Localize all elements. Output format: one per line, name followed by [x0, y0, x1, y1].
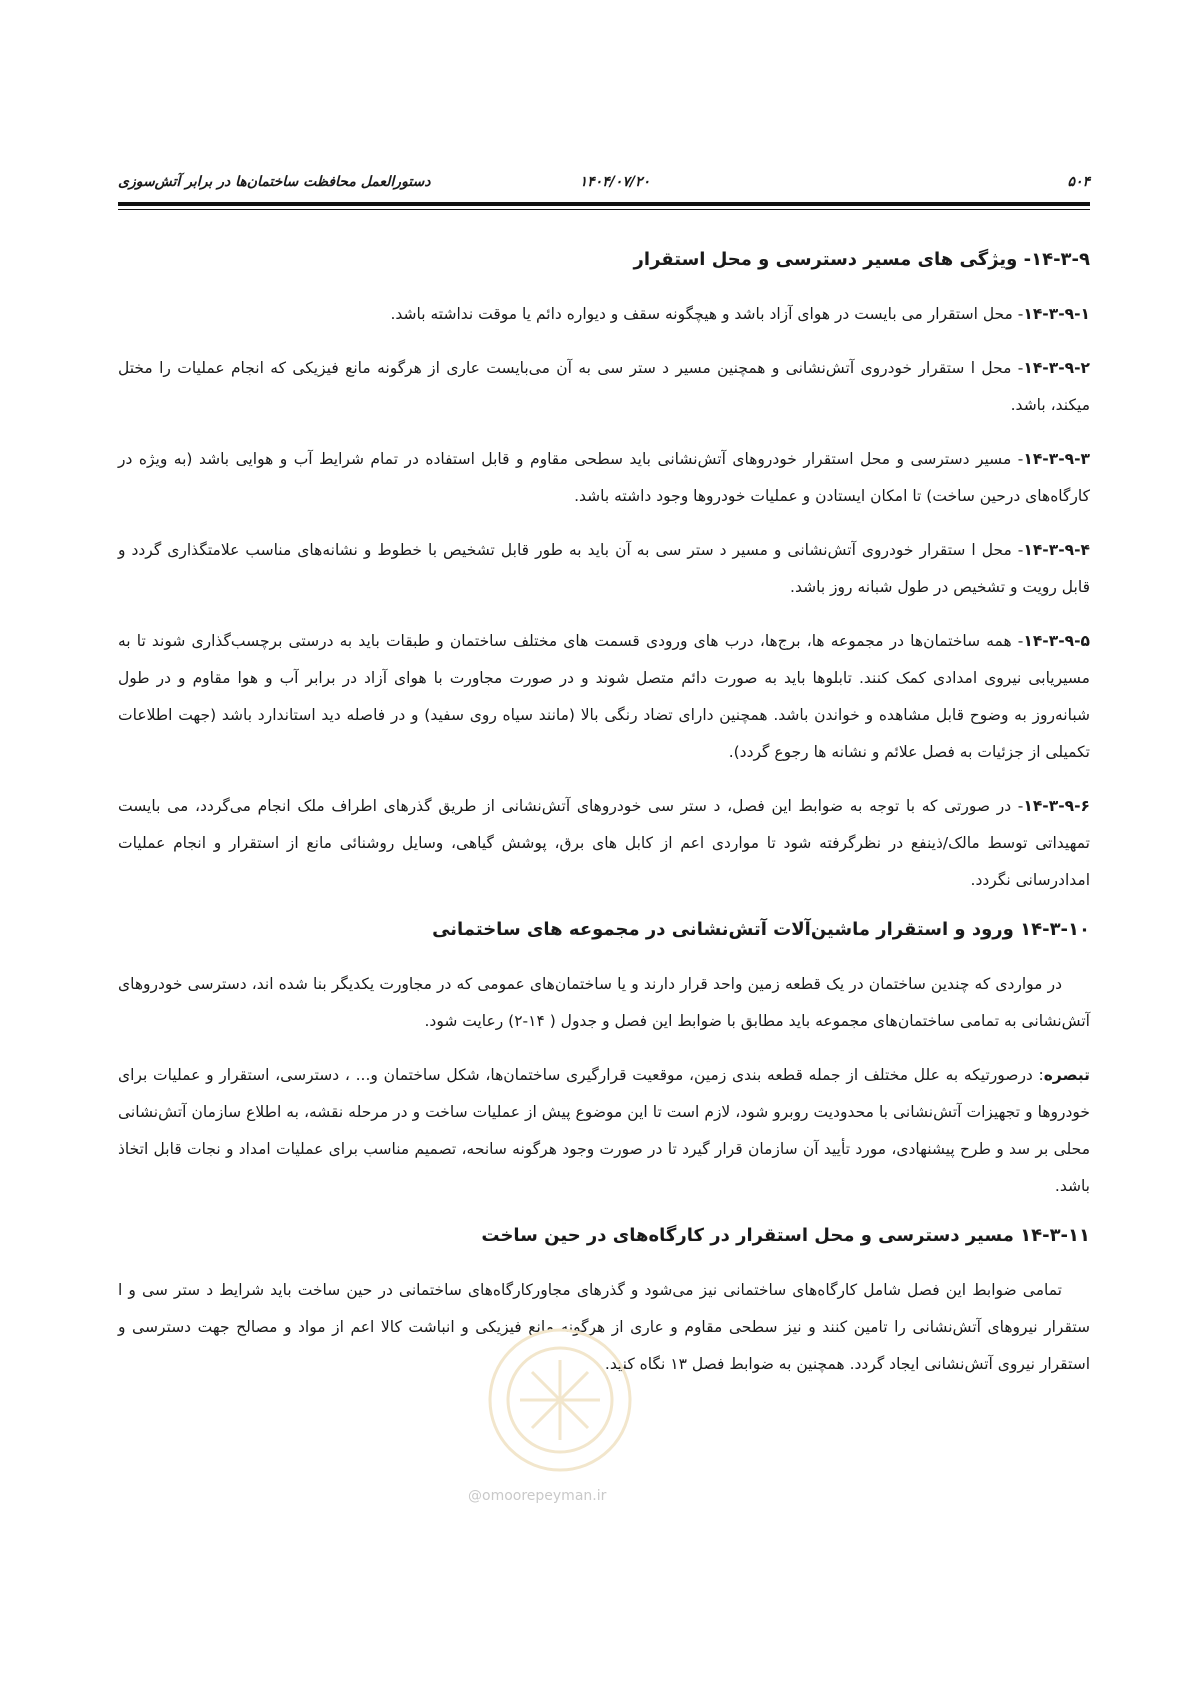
paragraph	[118, 350, 1090, 424]
paragraph-text: - مسیر دسترسی و محل استقرار خودروهای آتش‌نشانی باید سطحی مقاوم و قابل استفاده در تمام شرایط آب و هوایی باشد (به ویژه در کارگاه‌های درحین ساخت) تا امکان ایستادن و عملیات خودروها وجود داشته باشد.	[118, 450, 1090, 505]
note-label: تبصره	[1043, 1066, 1090, 1084]
page-header	[118, 170, 1090, 200]
paragraph	[118, 441, 1090, 515]
paragraph-text: تمامی ضوابط این فصل شامل کارگاه‌های ساختمانی نیز می‌شود و گذرهای مجاورکارگاه‌های ساختمانی در حین ساخت باید شرایط د ستر سی و ا ستقرار نیروهای آتش‌نشانی را تامین کنند و نیز سطحی مقاوم و عاری از هرگونه مانع فیزیکی و انباشت کالا اعم از مواد و مصالح جهت دسترسی و استقرار نیروی آتش‌نشانی ایجاد گردد. همچنین به ضوابط فصل ۱۳ نگاه کنید.	[118, 1281, 1090, 1373]
paragraph-text: - محل استقرار می بایست در هوای آزاد باشد و هیچگونه سقف و دیواره دائم یا موقت نداشته باشد.	[390, 305, 1024, 323]
note-paragraph	[118, 1057, 1090, 1205]
paragraph	[118, 966, 1090, 1040]
header-title: دستورالعمل محافظت ساختمان‌ها در برابر آتش‌سوزی	[118, 174, 431, 190]
clause-number: ۱۴-۳-۹-۴	[1023, 541, 1090, 559]
page-number: ۵۰۴	[1067, 174, 1090, 190]
watermark-text: @omoorepeyman.ir	[468, 1488, 607, 1504]
paragraph-text: - محل ا ستقرار خودروی آتش‌نشانی و مسیر د ستر سی به آن باید به طور قابل تشخیص با خطوط و نشانه‌های مناسب علامتگذاری گردد و قابل رویت و تشخیص در طول شبانه روز باشد.	[118, 541, 1090, 596]
header-rule-thin	[118, 209, 1090, 210]
paragraph	[118, 532, 1090, 606]
page-content	[118, 246, 1090, 1400]
clause-number: ۱۴-۳-۹-۵	[1023, 632, 1090, 650]
paragraph-text: - در صورتی که با توجه به ضوابط این فصل، د ستر سی خودروهای آتش‌نشانی از طریق گذرهای اطراف ملک انجام می‌گردد، می بایست تمهیداتی توسط مالک/ذینفع در نظرگرفته شود تا مواردی اعم از کابل های برق، پوشش گیاهی، وسایل روشنائی مانع از استقرار و انجام عملیات امدادرسانی نگردد.	[118, 797, 1090, 889]
header-date: ۱۴۰۴/۰۷/۲۰	[579, 174, 650, 190]
clause-number: ۱۴-۳-۹-۳	[1023, 450, 1090, 468]
document-page	[118, 0, 1090, 1684]
paragraph	[118, 1272, 1090, 1383]
clause-number: ۱۴-۳-۹-۱	[1023, 305, 1090, 323]
clause-number: ۱۴-۳-۹-۲	[1023, 359, 1090, 377]
paragraph	[118, 623, 1090, 771]
section-heading: ۱۴-۳-۱۰ ورود و استقرار ماشین‌آلات آتش‌نشانی در مجموعه های ساختمانی	[432, 919, 1090, 940]
header-rule-thick	[118, 202, 1090, 206]
section-heading: ۱۴-۳-۱۱ مسیر دسترسی و محل استقرار در کارگاه‌های در حین ساخت	[481, 1225, 1090, 1246]
paragraph	[118, 788, 1090, 899]
clause-number: ۱۴-۳-۹-۶	[1023, 797, 1090, 815]
section-heading: ۱۴-۳-۹- ویژگی های مسیر دسترسی و محل استقرار	[633, 249, 1090, 270]
paragraph-text: : درصورتیکه به علل مختلف از جمله قطعه بندی زمین، موقعیت قرارگیری ساختمان‌ها، شکل ساختمان و... ، دسترسی، استقرار و عملیات برای خودروها و تجهیزات آتش‌نشانی با محدودیت روبرو شود، لازم است تا این موضوع پیش از عملیات ساخت و در مرحله نقشه، به اطلاع سازمان آتش‌نشانی محلی بر سد و طرح پیشنهادی، مورد تأیید آن سازمان قرار گیرد تا در صورت وجود هرگونه سانحه، تصمیم مناسب برای عملیات امداد و نجات قابل اتخاذ باشد.	[118, 1066, 1090, 1195]
paragraph-text: - همه ساختمان‌ها در مجموعه ها، برج‌ها، درب های ورودی قسمت های مختلف ساختمان و طبقات باید به درستی برچسب‌گذاری شوند تا به مسیریابی نیروی امدادی کمک کنند. تابلوها باید به صورت دائم متصل شوند و در صورت مجاورت با هوای آزاد در برابر آب و هوا مقاوم و در طول شبانه‌روز به وضوح قابل مشاهده و خواندن باشد. همچنین دارای تضاد رنگی بالا (مانند سیاه روی سفید) و در فاصله دید استاندارد باشد (جهت اطلاعات تکمیلی از جزئیات به فصل علائم و نشانه ها رجوع گردد).	[118, 632, 1090, 761]
paragraph-text: - محل ا ستقرار خودروی آتش‌نشانی و همچنین مسیر د ستر سی به آن می‌بایست عاری از هرگونه مانع فیزیکی که انجام عملیات را مختل میکند، باشد.	[118, 359, 1090, 414]
paragraph-text: در مواردی که چندین ساختمان در یک قطعه زمین واحد قرار دارند و یا ساختمان‌های عمومی که در مجاورت یکدیگر بنا شده اند، دسترسی خودروهای آتش‌نشانی به تمامی ساختمان‌های مجموعه باید مطابق با ضوابط این فصل و جدول ( ۱۴-۲) رعایت شود.	[118, 975, 1090, 1030]
paragraph	[118, 296, 1090, 333]
